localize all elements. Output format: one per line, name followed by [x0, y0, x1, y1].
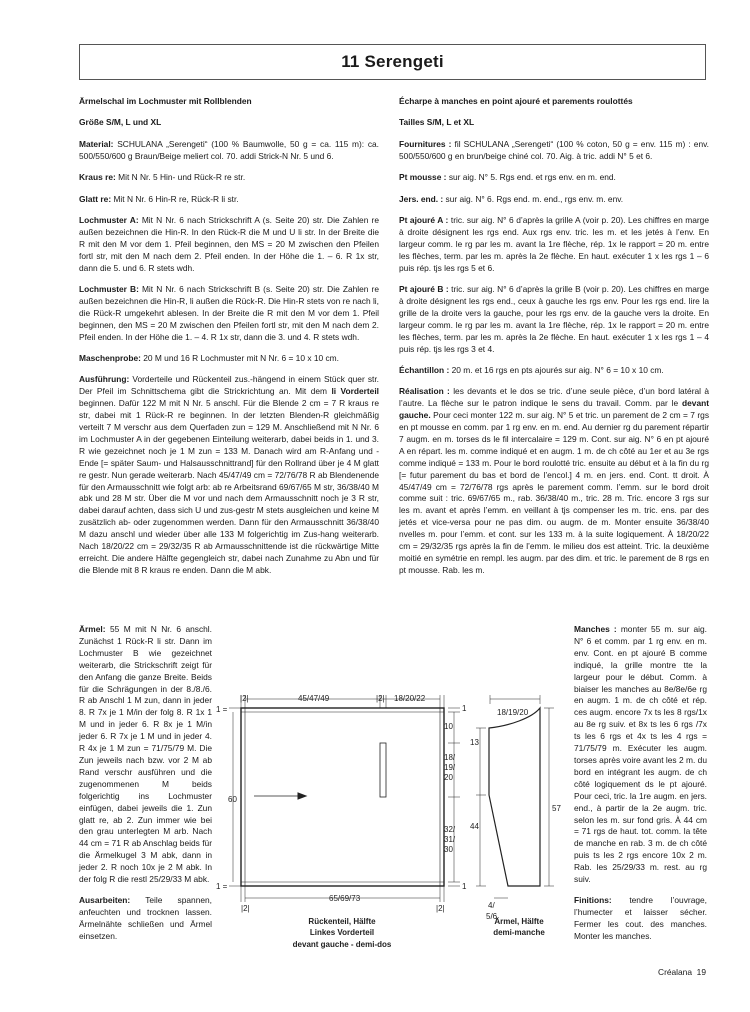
title-box — [79, 44, 706, 80]
de-glatt: Glatt re: Mit N Nr. 6 Hin-R re, Rück-R li str. — [79, 193, 239, 204]
de-sizes: Größe S/M, L und XL — [79, 117, 162, 128]
de-aermel: Ärmel: 55 M mit N Nr. 6 anschl. Zunächst 1 Rück-R li str. Dann im Lochmuster B wie gezeichnet weiterarb, die Strickschrift zeigt für den Anfang die ganze Breite. Beids für die Schrägungen in der 8./8./6. R ab Anschl 1 M zun, dann in jeder 8. R 7x je 1 M/in der folg 8. R 1x 1 M und in jeder 6. R 8x je 1 M/in jeder 6. R 7x je 1 M und in jeder 4. R 4x je 1 M zun = 71/75/79 M. Die Zun jeweils nach bzw. vor 2 M ab Rand verschr ausführen und die zugenommenen M beids folgerichtig ins Lochmuster einfügen, dabei jeweils die 1. Zun glatt re, ab 2. Zun immer wie bei den grau unterlegten M arb. Nach 44 cm = 71 R ab Anschlag beids für die Ärmelkugel 3 M abk, dann in jeder 2. R noch 10x je 2 M abk. In der folg R die restl 25/29/33 M abk. — [79, 624, 212, 885]
fr-realisation: Réalisation : les devants et le dos se tric. d’une seule pièce, d’un bord latéral à l’autre. La flèche sur le patron indique le sens du travail. Comm. par le devant gauche. Pour ceci monter 122 m. sur aig. N° 5 et tric. un parement de 2 cm = 7 rgs en pt mousse en comm. par 1 rg env. en m. end. Au dernier rg du parement répartir 7 augm. en m. torses ds le fil intercalaire = 129 m. Cont. sur aig. N° 6 en pt ajouré A en répart. les m. comme indiqué et en augm. 1 m. de ch côté au 1er et au 3e rgs comme indiqué = 133 m. Pour le bord roulotté tric. ensuite au début et à la fin du rg [= futur parement du bas et bord de l’encol.] 4 m. en jers. end. Cont. tt droit. À 45/47/49 cm = 72/76/78 rgs après le parement comm. l’emm. sur le bord droit comme suit : tric. 69/67/65 m., rab. 36/38/40 m., tric. 28 m. Tric. encore 3 rgs sur les m. avant et après l’emm. en veillant à tjs compenser les m. tric. ens. par des jetés et vice-versa pour ne pas dim. ou augm. de m. Monter ensuite 36/38/40 nvelles m. pour l’emm. et cont. sur les 133 m. à la suite logiquement. À 18/20/22 cm = 29/32/35 rgs après la fin de l’emm. le milieu dos est atteint. Tric. la deuxième moitié en symétrie en rempl. les augm. par des dim. et tric. le parement de 8 rgs en pt mousse. Rab. les m. — [399, 386, 710, 575]
fr-echantillon: Échantillon : 20 m. et 16 rgs en pts ajourés sur aig. N° 6 = 10 x 10 cm. — [399, 364, 664, 375]
de-ausarbeiten: Ausarbeiten: Teile spannen, anfeuchten und trocknen lassen. Ärmelnähte schließen und Ärmel einsetzen. — [79, 895, 212, 942]
fr-jers-end: Jers. end. : sur aig. N° 6. Rgs end. m. end., rgs env. m. env. — [399, 193, 624, 204]
fr-manches: Manches : monter 55 m. sur aig. N° 6 et comm. par 1 rg env. en m. env. Cont. en pt ajouré B comme indiqué, la grille montre tte la largeur pour le début. Comm. à biaiser les manches au 8e/8e/6e rg en augm. 1 m. de ch côté et rép. ces augm. encore 7x ts les 8 rgs/1x au 8e rg suiv. et 8x ts les 6 rgs /7x ts les 6 rgs et 4x ts les 4 rgs = 71/75/79 m. Exécuter les augm. torses après voire avant les 2 m. du bord en intégrant les augm. de ch côté logiquement ds le pt ajouré. Pour ceci, tric. la 1re augm. en jers. end., à partir de la 2e augm. tric. selon les m. sur fond gris. À 44 cm = 71 rgs de haut. tot. comm. la tête de manche en rab. 3 m. de ch côté puis ts les 2 rgs encore 10x 2 m. Rab. les 25/29/33 m. rest. au rg suiv. — [574, 624, 707, 885]
page-footer — [658, 967, 706, 977]
label-top-right: 18/20/22 — [394, 694, 426, 703]
sleeve-label-57: 57 — [552, 804, 561, 813]
right-dim-3-line: 32/ — [444, 825, 456, 834]
label-right-top-mark: 1 — [462, 704, 467, 713]
fr-fournitures: Fournitures : fil SCHULANA „Serengeti“ (100 % coton, 50 g = env. 115 m) : env. 500/550/600 g en brun/beige chiné col. 70. Aig. à tric. addi N° 5 et 6. — [399, 138, 709, 161]
label-top-left: |2| — [240, 694, 249, 703]
sleeve-label-13: 13 — [470, 738, 479, 747]
sleeve-label-top: 18/19/20 — [497, 708, 529, 717]
de-lochmuster-a: Lochmuster A: Mit N Nr. 6 nach Strickschrift A (s. Seite 20) str. Die Zahlen re außen bezeichnen die Hin-R. In den Rück-R die M und U li str. In der Breite die R mit den M vor dem 1. Pfeil beginnen, den MS = 20 M zwischen den Pfeilen fortl str, mit den M nach dem 2. Pfeil enden. In der Höhe die 1. – 6. R 1x str, dann die 5. und 6. R stets wdh. — [79, 214, 379, 273]
footer-brand: Créalana — [658, 967, 693, 977]
label-bottom-right: |2| — [436, 904, 445, 913]
page-title: 11 Serengeti — [341, 52, 444, 71]
label-bottom-left: |2| — [241, 904, 250, 913]
schematic-diagram — [214, 690, 574, 955]
fr-pt-ajoure-b: Pt ajouré B : tric. sur aig. N° 6 d’après la grille B (voir p. 20). Les chiffres en marge à droite désignent les rgs end., ceux à gauche les rgs env. Pour les rgs end. lire la grille de la droite vers la gauche, pour les rgs env. de la gauche vers la droite. En largeur comm. le rg par les m. avant la 1re flèche, rép. 1x le rapport = 20 m. entre les flèches, term. par les m. après la 2e flèche. En haut. exécuter 1 x les rgs 1 – 4 puis rép. tjs les rgs 3 et 4. — [399, 283, 710, 354]
label-right-dim-1: 10 — [444, 722, 453, 731]
sleeve-label-44: 44 — [470, 822, 479, 831]
fr-pt-ajoure-a: Pt ajouré A : tric. sur aig. N° 6 d’après la grille A (voir p. 20). Les chiffres en marge à droite désignent les rgs end. Aux rgs env. tric. les m. et les jetés à l’env. En largeur comm. le rg par les m. avant la 1re flèche, rép. 1x le rapport = 20 m. entre les flèches, term. par les m. après la 2e flèche. En haut. exécuter 1 x les rgs 1 – 6 puis rép. tjs les rgs 5 et 6. — [399, 214, 710, 273]
right-dim-3-line: 30 — [444, 845, 453, 854]
label-top-width: 45/47/49 — [298, 694, 330, 703]
de-ausfuehrung: Ausführung: Vorderteile und Rückenteil zus.-hängend in einem Stück quer str. Der Pfeil im Schnittschema gibt die Strickrichtung an. Mit dem li Vorderteil beginnen. Dafür 122 M mit N Nr. 5 anschl. Für die Blende 2 cm = 7 R kraus re str, dabei mit 1 Rück-R re beginnen. In der letzten Blenden-R gleichmäßig verteilt 7 M verschr aus dem Querfaden zun = 129 M. Anschließend mit N Nr. 6 im Lochmuster A in der gegebenen Einteilung weiterarb, dabei beids in 1. und 3. R wie gezeichnet noch je 1 M zun = 133 M. Danach wird am R-Anfang und -Ende [= später Saum- und Halsausschnittrand] für den Rollrand über je 4 M glatt re gestr. Nun gerade weiterarb. Nach 45/47/49 cm = 72/76/78 R ab Blendenende für den Armausschnitt wie folgt arb: ab re Arbeitsrand 69/67/65 M str, 36/38/40 M abk und 28 M str. Über die M vor und nach dem Armausschnitt noch je 3 R str, dabei darauf achten, dass sich U und zus-gestr M stets ausgleichen und keine M zusätzlich ab- oder zugenommen werden. Dann für den Armausschnitt 36/38/40 M dazu anschl und wieder über alle 133 M folgerichtig im Zus-hang weiterarb. Nach 18/20/22 cm = 29/32/35 R ab Armausschnittende ist die rückwärtige Mitte erreicht. Die andere Hälfte gegengleich str, dabei nach Zunahme zu Abn und für die Blende mit 8 R kraus re enden. Dann die M abk. — [79, 374, 379, 575]
armhole-slit — [380, 743, 386, 797]
french-column — [399, 96, 709, 586]
sleeve-label-bottom-2: 5/6 — [486, 912, 498, 921]
fr-heading: Écharpe à manches en point ajouré et parements roulottés — [399, 96, 633, 106]
body-outline — [241, 708, 444, 886]
body-piece — [229, 695, 460, 902]
body-caption-1: Rückenteil, Hälfte — [308, 917, 376, 926]
de-lochmuster-b: Lochmuster B: Mit N Nr. 6 nach Strickschrift B (s. Seite 20) str. Die Zahlen re außen bezeichnen die Hin-R, li außen die Rück-R. Die Hin-R stets von re nach li, die Rück-R umgekehrt ablesen. In der Breite die R mit den M vor dem 1. Pfeil beginnen, den MS = 20 M zwischen den Pfeilen fortl str, mit den M nach dem 2. Pfeil enden. In der Höhe die 1. – 4. R 1x str, dann die 3. und 4. R stets wdh. — [79, 283, 379, 342]
sleeve-labels — [470, 708, 561, 937]
label-right-dim-3 — [444, 825, 457, 854]
fr-pt-mousse: Pt mousse : sur aig. N° 5. Rgs end. et rgs env. en m. end. — [399, 172, 616, 183]
label-left-top-mark: 1 = — [216, 705, 228, 714]
body-caption-2: Linkes Vorderteil — [309, 928, 375, 937]
de-maschenprobe: Maschenprobe: 20 M und 16 R Lochmuster mit N Nr. 6 = 10 x 10 cm. — [79, 353, 339, 363]
page-number: 19 — [696, 967, 706, 977]
sleeve-label-bottom-1: 4/ — [488, 901, 495, 910]
label-right-dim-2 — [444, 753, 457, 782]
sleeve-caption-2: demi-manche — [493, 928, 545, 937]
fr-manches-column — [574, 624, 707, 953]
right-dim-2-line: 19/ — [444, 763, 456, 772]
sleeve-caption-1: Ärmel, Hälfte — [494, 917, 544, 926]
label-left-bottom-mark: 1 = — [216, 882, 228, 891]
de-aermel-column — [79, 624, 212, 953]
de-heading: Ärmelschal im Lochmuster mit Rollblenden — [79, 96, 252, 106]
right-dim-2-line: 18/ — [444, 753, 456, 762]
label-right-bottom-mark: 1 — [462, 882, 467, 891]
label-bottom-width: 65/69/73 — [329, 894, 361, 903]
german-column — [79, 96, 379, 586]
right-dim-2-line: 20 — [444, 773, 453, 782]
sleeve-outline — [489, 708, 540, 886]
label-left-height: 60 — [228, 795, 237, 804]
sleeve-piece — [476, 695, 554, 898]
de-kraus: Kraus re: Mit N Nr. 5 Hin- und Rück-R re str. — [79, 172, 246, 183]
label-top-mid: |2| — [376, 694, 385, 703]
fr-sizes: Tailles S/M, L et XL — [399, 117, 475, 128]
de-material: Material: SCHULANA „Serengeti“ (100 % Baumwolle, 50 g = ca. 115 m): ca. 500/550/600 g Braun/Beige meliert col. 70. addi Strick-N Nr. 5 und 6. — [79, 138, 380, 161]
right-dim-3-line: 31/ — [444, 835, 456, 844]
direction-arrowhead — [298, 793, 306, 799]
body-caption-3: devant gauche - demi-dos — [292, 940, 392, 949]
body-labels — [216, 694, 467, 949]
fr-finitions: Finitions: tendre l’ouvrage, l’humecter et laisser sécher. Fermer les cout. des manches. Monter les manches. — [574, 895, 707, 942]
